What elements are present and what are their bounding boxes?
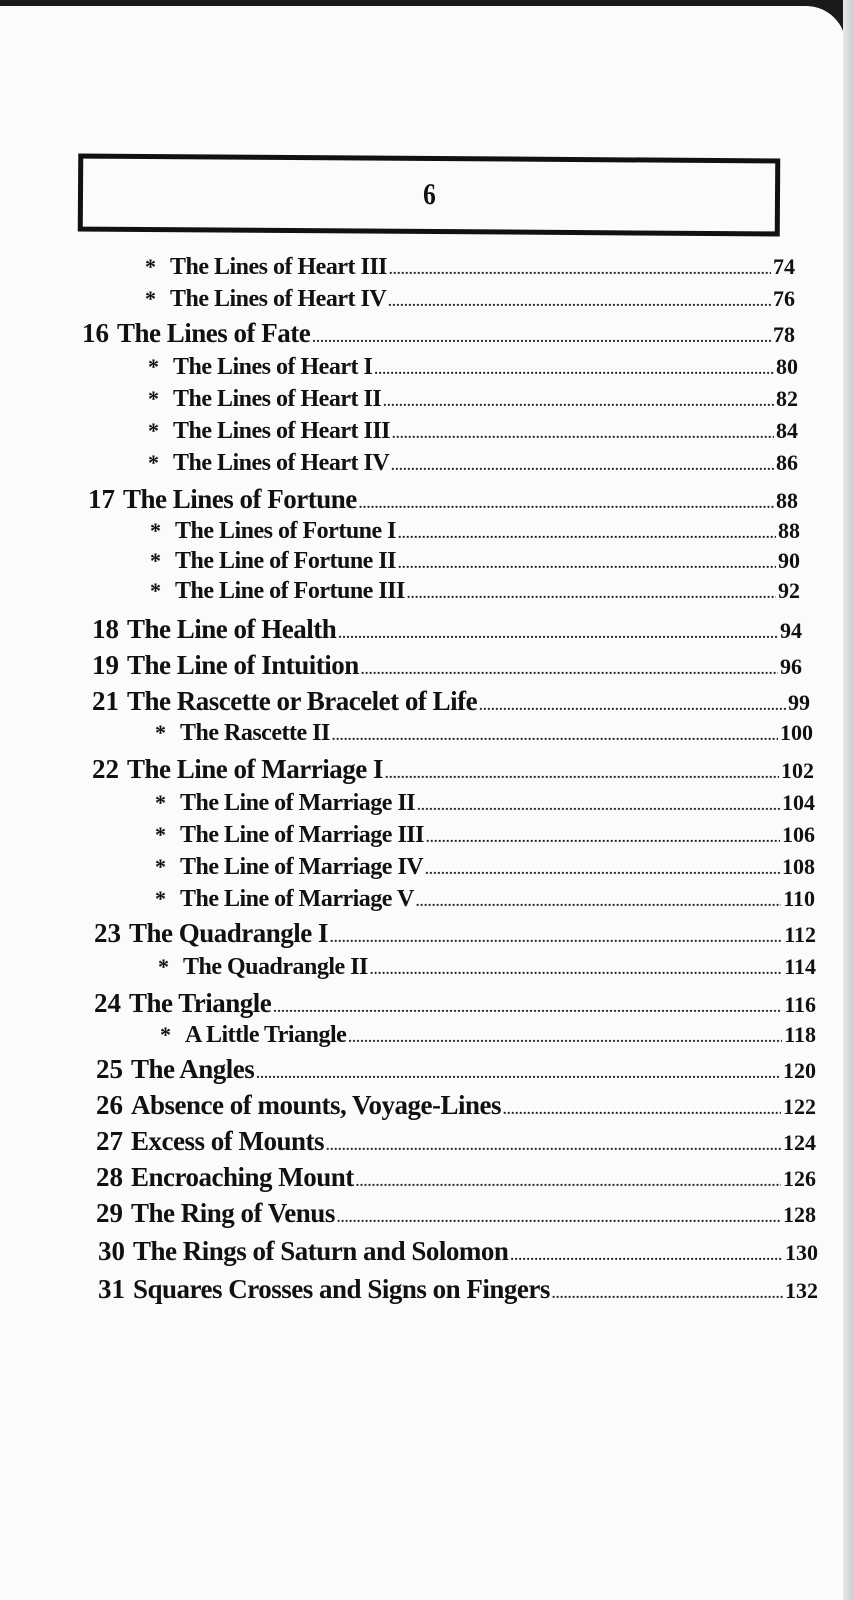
leader-dots	[510, 1249, 783, 1265]
entry-title: Encroaching Mount	[131, 1162, 354, 1192]
leader-dots	[273, 1001, 782, 1017]
chapter-number: 25	[96, 1054, 123, 1084]
toc-entry	[145, 254, 795, 281]
leader-dots	[391, 459, 774, 475]
chapter-number: 19	[92, 650, 119, 680]
toc-entry	[98, 1274, 818, 1305]
bullet-star-icon: *	[148, 418, 159, 443]
toc-entry	[96, 1162, 816, 1193]
entry-title: The Lines of Fortune I	[175, 518, 397, 544]
leader-dots	[332, 729, 778, 745]
entry-page: 106	[782, 822, 815, 847]
entry-page: 128	[783, 1202, 816, 1227]
leader-dots	[330, 931, 782, 947]
toc-entry	[155, 720, 813, 747]
entry-title: A Little Triangle	[185, 1022, 347, 1048]
bullet-star-icon: *	[150, 518, 161, 543]
toc-entry	[94, 918, 816, 949]
entry-page: 114	[784, 954, 816, 979]
leader-dots	[312, 331, 771, 347]
toc-entry	[155, 822, 815, 849]
chapter-number: 24	[94, 988, 121, 1018]
leader-dots	[426, 831, 780, 847]
entry-page: 118	[784, 1022, 816, 1047]
toc-entry	[160, 1022, 816, 1049]
bullet-star-icon: *	[160, 1022, 171, 1047]
entry-title: The Line of Marriage I	[127, 754, 383, 784]
leader-dots	[361, 663, 778, 679]
toc-entry	[155, 886, 815, 913]
entry-page: 130	[785, 1240, 818, 1265]
page-header-box	[78, 154, 781, 237]
entry-page: 110	[783, 886, 815, 911]
leader-dots	[398, 557, 776, 573]
bullet-star-icon: *	[150, 578, 161, 603]
leader-dots	[388, 295, 771, 311]
leader-dots	[552, 1287, 783, 1303]
entry-title: The Line of Health	[127, 614, 337, 644]
chapter-number: 22	[92, 754, 119, 784]
entry-title: Squares Crosses and Signs on Fingers	[133, 1274, 550, 1304]
entry-page: 104	[782, 790, 815, 815]
leader-dots	[256, 1067, 781, 1083]
bullet-star-icon: *	[155, 886, 166, 911]
chapter-number: 16	[82, 318, 109, 348]
entry-title: Absence of mounts, Voyage-Lines	[131, 1090, 502, 1120]
toc-entry	[98, 1236, 818, 1267]
leader-dots	[356, 1175, 781, 1191]
leader-dots	[337, 1211, 781, 1227]
entry-page: 90	[778, 548, 800, 573]
entry-title: Excess of Mounts	[131, 1126, 324, 1156]
toc-entry	[92, 754, 814, 785]
entry-page: 88	[776, 488, 798, 513]
entry-page: 132	[785, 1278, 818, 1303]
chapter-number: 31	[98, 1274, 125, 1304]
toc-entry	[92, 650, 802, 681]
entry-page: 94	[780, 618, 802, 643]
bullet-star-icon: *	[155, 854, 166, 879]
toc-entry	[94, 988, 816, 1019]
entry-page: 92	[778, 578, 800, 603]
bullet-star-icon: *	[155, 720, 166, 745]
leader-dots	[383, 395, 774, 411]
page-edge-shadow	[843, 0, 853, 1600]
entry-page: 74	[773, 254, 795, 279]
entry-title: The Line of Marriage II	[180, 790, 416, 816]
toc-entry	[158, 954, 816, 981]
entry-title: The Line of Fortune II	[175, 548, 397, 574]
entry-title: The Lines of Heart II	[173, 386, 382, 412]
entry-title: The Rascette or Bracelet of Life	[127, 686, 478, 716]
bullet-star-icon: *	[155, 790, 166, 815]
entry-title: The Lines of Fate	[117, 318, 311, 348]
leader-dots	[338, 627, 778, 643]
entry-page: 80	[776, 354, 798, 379]
entry-page: 84	[776, 418, 798, 443]
entry-title: The Angles	[131, 1054, 255, 1084]
entry-title: The Rascette II	[180, 720, 330, 746]
bullet-star-icon: *	[148, 354, 159, 379]
entry-page: 76	[773, 286, 795, 311]
bullet-star-icon: *	[150, 548, 161, 573]
entry-page: 116	[784, 992, 816, 1017]
leader-dots	[398, 527, 776, 543]
toc-entry	[88, 484, 798, 515]
toc-entry	[150, 578, 800, 605]
toc-entry	[148, 354, 798, 381]
leader-dots	[503, 1103, 781, 1119]
entry-page: 99	[788, 690, 810, 715]
entry-page: 96	[780, 654, 802, 679]
book-page	[0, 6, 846, 1600]
bullet-star-icon: *	[155, 822, 166, 847]
entry-page: 120	[783, 1058, 816, 1083]
toc-entry	[96, 1054, 816, 1085]
entry-title: The Lines of Heart III	[173, 418, 390, 444]
leader-dots	[374, 363, 774, 379]
entry-page: 88	[778, 518, 800, 543]
entry-title: The Lines of Fortune	[123, 484, 357, 514]
toc-entry	[96, 1198, 816, 1229]
entry-title: The Lines of Heart IV	[170, 286, 387, 312]
entry-page: 100	[780, 720, 813, 745]
entry-page: 112	[784, 922, 816, 947]
page-number: 6	[422, 177, 436, 212]
entry-page: 122	[783, 1094, 816, 1119]
leader-dots	[425, 863, 780, 879]
toc-entry	[96, 1090, 816, 1121]
leader-dots	[392, 427, 774, 443]
chapter-number: 27	[96, 1126, 123, 1156]
toc-entry	[82, 318, 795, 349]
entry-title: The Lines of Heart III	[170, 254, 387, 280]
leader-dots	[479, 699, 786, 715]
entry-title: The Lines of Heart I	[173, 354, 373, 380]
entry-page: 108	[782, 854, 815, 879]
entry-title: The Ring of Venus	[131, 1198, 335, 1228]
toc-entry	[92, 686, 810, 717]
leader-dots	[359, 497, 774, 513]
leader-dots	[407, 587, 776, 603]
toc-entry	[148, 418, 798, 445]
chapter-number: 17	[88, 484, 115, 514]
chapter-number: 21	[92, 686, 119, 716]
entry-title: The Line of Fortune III	[175, 578, 405, 604]
entry-page: 86	[776, 450, 798, 475]
toc-entry	[148, 386, 798, 413]
entry-title: The Quadrangle II	[183, 954, 368, 980]
chapter-number: 18	[92, 614, 119, 644]
bullet-star-icon: *	[148, 450, 159, 475]
toc-entry	[155, 854, 815, 881]
entry-title: The Line of Marriage V	[180, 886, 414, 912]
entry-page: 126	[783, 1166, 816, 1191]
leader-dots	[416, 895, 781, 911]
bullet-star-icon: *	[145, 254, 156, 279]
entry-page: 102	[781, 758, 814, 783]
entry-title: The Triangle	[129, 988, 272, 1018]
chapter-number: 30	[98, 1236, 125, 1266]
toc-entry	[150, 548, 800, 575]
toc-entry	[92, 614, 802, 645]
leader-dots	[370, 963, 782, 979]
entry-page: 78	[773, 322, 795, 347]
chapter-number: 28	[96, 1162, 123, 1192]
bullet-star-icon: *	[145, 286, 156, 311]
bullet-star-icon: *	[158, 954, 169, 979]
chapter-number: 23	[94, 918, 121, 948]
leader-dots	[417, 799, 780, 815]
entry-title: The Line of Marriage IV	[180, 854, 424, 880]
chapter-number: 29	[96, 1198, 123, 1228]
toc-entry	[145, 286, 795, 313]
toc-entry	[96, 1126, 816, 1157]
toc-entry	[148, 450, 798, 477]
entry-title: The Lines of Heart IV	[173, 450, 390, 476]
leader-dots	[389, 263, 771, 279]
leader-dots	[385, 767, 779, 783]
toc-entry	[150, 518, 800, 545]
entry-page: 82	[776, 386, 798, 411]
leader-dots	[348, 1031, 782, 1047]
entry-title: The Line of Marriage III	[180, 822, 424, 848]
entry-title: The Quadrangle I	[129, 918, 329, 948]
entry-title: The Line of Intuition	[127, 650, 359, 680]
leader-dots	[326, 1139, 781, 1155]
entry-page: 124	[783, 1130, 816, 1155]
entry-title: The Rings of Saturn and Solomon	[133, 1236, 509, 1266]
toc-entry	[155, 790, 815, 817]
bullet-star-icon: *	[148, 386, 159, 411]
chapter-number: 26	[96, 1090, 123, 1120]
